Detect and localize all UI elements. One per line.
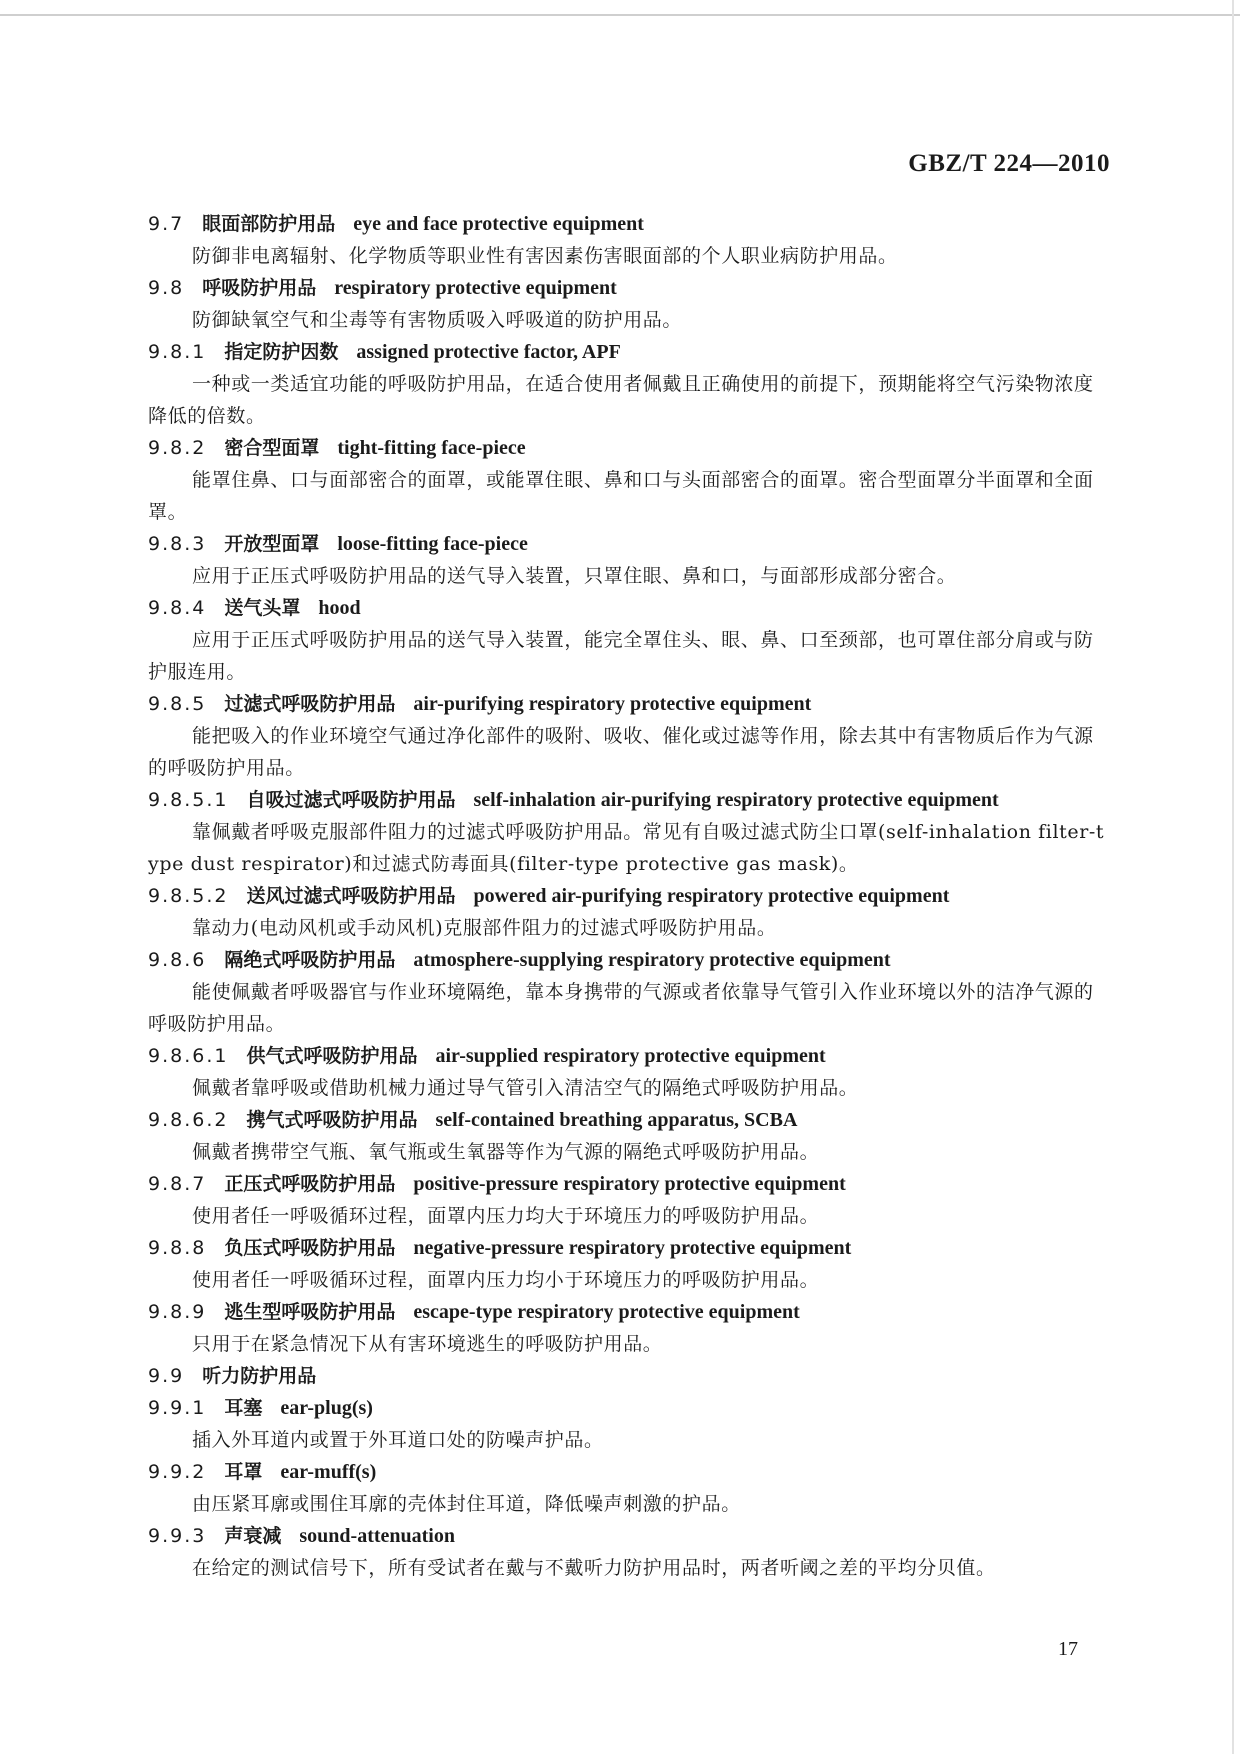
term-english: self-contained breathing apparatus, SCBA bbox=[435, 1109, 798, 1131]
section-number: 9.9.1 bbox=[148, 1397, 207, 1419]
term-heading bbox=[148, 1168, 1108, 1200]
section-number: 9.8.1 bbox=[148, 341, 207, 363]
term-definition: 防御非电离辐射、化学物质等职业性有害因素伤害眼面部的个人职业病防护用品。 bbox=[192, 245, 898, 267]
term-chinese: 声衰减 bbox=[224, 1525, 282, 1547]
term-heading bbox=[148, 784, 1108, 816]
term-chinese: 送风过滤式呼吸防护用品 bbox=[246, 885, 456, 907]
term-chinese: 供气式呼吸防护用品 bbox=[246, 1045, 418, 1067]
term-entry bbox=[148, 1104, 1108, 1168]
term-entry bbox=[148, 1392, 1108, 1456]
term-chinese: 送气头罩 bbox=[224, 597, 301, 619]
term-english: air-supplied respiratory protective equipment bbox=[435, 1045, 826, 1067]
term-entry bbox=[148, 1168, 1108, 1232]
term-heading bbox=[148, 688, 1108, 720]
term-heading bbox=[148, 1104, 1108, 1136]
term-heading bbox=[148, 1040, 1108, 1072]
term-chinese: 指定防护因数 bbox=[224, 341, 339, 363]
term-heading bbox=[148, 432, 1108, 464]
term-english: assigned protective factor, APF bbox=[356, 341, 621, 363]
term-chinese: 呼吸防护用品 bbox=[202, 277, 317, 299]
term-entry bbox=[148, 1360, 1108, 1392]
term-entry bbox=[148, 1296, 1108, 1360]
section-number: 9.8.4 bbox=[148, 597, 207, 619]
term-heading bbox=[148, 1296, 1108, 1328]
term-entry bbox=[148, 784, 1108, 880]
term-entry bbox=[148, 880, 1108, 944]
section-number: 9.8.6.1 bbox=[148, 1045, 229, 1067]
term-definition: 一种或一类适宜功能的呼吸防护用品，在适合使用者佩戴且正确使用的前提下，预期能将空气污染物浓度降低的倍数。 bbox=[148, 373, 1094, 427]
term-definition: 能把吸入的作业环境空气通过净化部件的吸附、吸收、催化或过滤等作用，除去其中有害物质后作为气源的呼吸防护用品。 bbox=[148, 725, 1094, 779]
term-heading bbox=[148, 944, 1108, 976]
term-definition: 应用于正压式呼吸防护用品的送气导入装置，只罩住眼、鼻和口，与面部形成部分密合。 bbox=[192, 565, 957, 587]
term-definition: 使用者任一呼吸循环过程，面罩内压力均小于环境压力的呼吸防护用品。 bbox=[192, 1269, 820, 1291]
term-heading bbox=[148, 272, 1108, 304]
term-entry bbox=[148, 336, 1108, 432]
term-heading bbox=[148, 1232, 1108, 1264]
term-entry bbox=[148, 272, 1108, 336]
section-number: 9.8.2 bbox=[148, 437, 207, 459]
term-definition: 防御缺氧空气和尘毒等有害物质吸入呼吸道的防护用品。 bbox=[192, 309, 683, 331]
section-number: 9.8 bbox=[148, 277, 185, 299]
term-chinese: 密合型面罩 bbox=[224, 437, 320, 459]
term-english: negative-pressure respiratory protective equipment bbox=[413, 1237, 852, 1259]
section-number: 9.9.3 bbox=[148, 1525, 207, 1547]
section-number: 9.8.9 bbox=[148, 1301, 207, 1323]
document-code: GBZ/T 224—2010 bbox=[908, 150, 1110, 177]
term-heading bbox=[148, 208, 1108, 240]
section-number: 9.8.8 bbox=[148, 1237, 207, 1259]
section-number: 9.8.3 bbox=[148, 533, 207, 555]
term-definition: 在给定的测试信号下，所有受试者在戴与不戴听力防护用品时，两者听阈之差的平均分贝值。 bbox=[192, 1557, 996, 1579]
term-definition: 佩戴者携带空气瓶、氧气瓶或生氧器等作为气源的隔绝式呼吸防护用品。 bbox=[192, 1141, 820, 1163]
term-chinese: 眼面部防护用品 bbox=[202, 213, 336, 235]
term-english: hood bbox=[318, 597, 361, 619]
term-english: tight-fitting face-piece bbox=[337, 437, 526, 459]
term-chinese: 正压式呼吸防护用品 bbox=[224, 1173, 396, 1195]
term-chinese: 开放型面罩 bbox=[224, 533, 320, 555]
term-chinese: 耳罩 bbox=[224, 1461, 263, 1483]
term-chinese: 过滤式呼吸防护用品 bbox=[224, 693, 396, 715]
term-heading bbox=[148, 336, 1108, 368]
term-entry bbox=[148, 1232, 1108, 1296]
term-definition: 靠佩戴者呼吸克服部件阻力的过滤式呼吸防护用品。常见有自吸过滤式防尘口罩(self-inhalation filter-type dust respirator)和过滤式防毒面具(filter-type protective gas mask)。 bbox=[148, 821, 1105, 875]
term-chinese: 逃生型呼吸防护用品 bbox=[224, 1301, 396, 1323]
term-english: atmosphere-supplying respiratory protective equipment bbox=[413, 949, 891, 971]
term-heading bbox=[148, 528, 1108, 560]
term-chinese: 隔绝式呼吸防护用品 bbox=[224, 949, 396, 971]
term-entry bbox=[148, 432, 1108, 528]
term-entry bbox=[148, 528, 1108, 592]
section-number: 9.8.5 bbox=[148, 693, 207, 715]
term-definition: 佩戴者靠呼吸或借助机械力通过导气管引入清洁空气的隔绝式呼吸防护用品。 bbox=[192, 1077, 859, 1099]
term-definition: 只用于在紧急情况下从有害环境逃生的呼吸防护用品。 bbox=[192, 1333, 663, 1355]
term-entry bbox=[148, 1456, 1108, 1520]
term-entry bbox=[148, 688, 1108, 784]
term-heading bbox=[148, 1520, 1108, 1552]
term-heading bbox=[148, 1392, 1108, 1424]
scan-right-edge bbox=[1232, 0, 1234, 1754]
term-heading bbox=[148, 1360, 1108, 1392]
section-number: 9.8.7 bbox=[148, 1173, 207, 1195]
term-entry bbox=[148, 944, 1108, 1040]
term-english: ear-muff(s) bbox=[280, 1461, 377, 1483]
term-definition: 能罩住鼻、口与面部密合的面罩，或能罩住眼、鼻和口与头面部密合的面罩。密合型面罩分半面罩和全面罩。 bbox=[148, 469, 1094, 523]
term-english: loose-fitting face-piece bbox=[337, 533, 528, 555]
term-chinese: 携气式呼吸防护用品 bbox=[246, 1109, 418, 1131]
section-number: 9.7 bbox=[148, 213, 185, 235]
term-definition: 插入外耳道内或置于外耳道口处的防噪声护品。 bbox=[192, 1429, 604, 1451]
scan-top-edge bbox=[0, 14, 1240, 16]
term-entry bbox=[148, 208, 1108, 272]
section-number: 9.8.6 bbox=[148, 949, 207, 971]
section-number: 9.8.5.1 bbox=[148, 789, 229, 811]
term-heading bbox=[148, 1456, 1108, 1488]
section-number: 9.8.5.2 bbox=[148, 885, 229, 907]
term-english: positive-pressure respiratory protective equipment bbox=[413, 1173, 846, 1195]
term-heading bbox=[148, 592, 1108, 624]
term-heading bbox=[148, 880, 1108, 912]
term-english: powered air-purifying respiratory protective equipment bbox=[473, 885, 950, 907]
term-entry bbox=[148, 1520, 1108, 1584]
section-number: 9.9.2 bbox=[148, 1461, 207, 1483]
term-english: eye and face protective equipment bbox=[353, 213, 644, 235]
term-entry bbox=[148, 1040, 1108, 1104]
term-definition: 应用于正压式呼吸防护用品的送气导入装置，能完全罩住头、眼、鼻、口至颈部，也可罩住部分肩或与防护服连用。 bbox=[148, 629, 1094, 683]
term-english: ear-plug(s) bbox=[280, 1397, 373, 1419]
page-number: 17 bbox=[1058, 1638, 1078, 1660]
term-definition: 能使佩戴者呼吸器官与作业环境隔绝，靠本身携带的气源或者依靠导气管引入作业环境以外的洁净气源的呼吸防护用品。 bbox=[148, 981, 1094, 1035]
term-entry bbox=[148, 592, 1108, 688]
section-number: 9.8.6.2 bbox=[148, 1109, 229, 1131]
term-english: respiratory protective equipment bbox=[334, 277, 617, 299]
section-number: 9.9 bbox=[148, 1365, 185, 1387]
term-english: sound-attenuation bbox=[299, 1525, 455, 1547]
term-definition: 由压紧耳廓或围住耳廓的壳体封住耳道，降低噪声刺激的护品。 bbox=[192, 1493, 741, 1515]
term-english: air-purifying respiratory protective equipment bbox=[413, 693, 812, 715]
document-body bbox=[148, 208, 1108, 1584]
term-chinese: 负压式呼吸防护用品 bbox=[224, 1237, 396, 1259]
term-english: self-inhalation air-purifying respiratory protective equipment bbox=[473, 789, 999, 811]
term-english: escape-type respiratory protective equipment bbox=[413, 1301, 800, 1323]
term-definition: 使用者任一呼吸循环过程，面罩内压力均大于环境压力的呼吸防护用品。 bbox=[192, 1205, 820, 1227]
term-chinese: 听力防护用品 bbox=[202, 1365, 317, 1387]
term-chinese: 耳塞 bbox=[224, 1397, 263, 1419]
term-chinese: 自吸过滤式呼吸防护用品 bbox=[246, 789, 456, 811]
term-definition: 靠动力(电动风机或手动风机)克服部件阻力的过滤式呼吸防护用品。 bbox=[192, 917, 777, 939]
